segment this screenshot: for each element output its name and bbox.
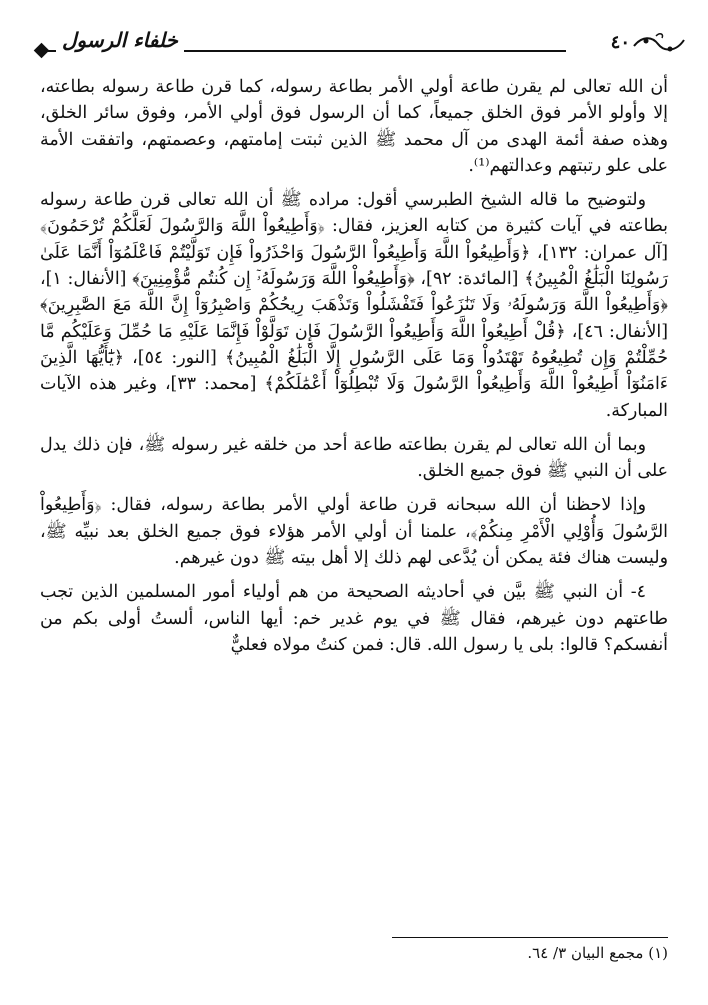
footnote: (١) مجمع البيان ٣/ ٦٤. xyxy=(527,944,668,962)
paragraph-3: وبما أن الله تعالى لم يقرن بطاعته طاعة أحد من خلقه غير رسوله ﷺ، فإن ذلك يدل على أن النبي ﷺ فوق جميع الخلق. xyxy=(40,434,668,482)
paragraph-1: أن الله تعالى لم يقرن طاعة أولي الأمر بطاعة رسوله، كما قرن طاعة رسوله بطاعته، إلا وأولو الأمر فوق الخلق جميعاً، كما أن الرسول فوق أولي الأمر، وفوق سائر الخلق، وهذه صفة أئمة الهدى من آل محمد ﷺ الذين ثبتت إمامتهم، وعصمتهم، واتفقت الأمة على علو رتبتهم وعدالتهم⁽¹⁾. xyxy=(40,77,668,176)
page-header xyxy=(36,30,686,64)
page-body xyxy=(40,74,668,666)
footnote-separator xyxy=(392,937,668,938)
diamond-ornament-icon xyxy=(34,43,50,59)
paragraph-4: وإذا لاحظنا أن الله سبحانه قرن طاعة أولي الأمر بطاعة رسوله، فقال: ﴿وَأَطِيعُواْ الرَّسُولَ وَأُوْلِي الْأَمْرِ مِنكُمْ﴾، علمنا أن أولي الأمر هؤلاء فوق جميع الخلق بعد نبيِّه ﷺ، وليست هناك فئة يمكن أن يُدَّعى لهم ذلك إلا أهل بيته ﷺ دون غيرهم. xyxy=(40,495,668,569)
floral-ornament-icon xyxy=(632,32,686,58)
page-number: ٤٠ xyxy=(610,32,630,53)
running-title: خلفاء الرسول xyxy=(56,28,184,52)
paragraph-2: ولتوضيح ما قاله الشيخ الطبرسي أقول: مراده ﷺ أن الله تعالى قرن طاعة رسوله بطاعته في آيات كثيرة من كتابه العزيز، فقال: ﴿وَأَطِيعُواْ اللَّهَ وَالرَّسُولَ لَعَلَّكُمْ تُرْحَمُونَ﴾ [آل عمران: ١٣٢]، ﴿وَأَطِيعُواْ اللَّهَ وَأَطِيعُواْ الرَّسُولَ وَاحْذَرُواْ فَإِن تَوَلَّيْتُمْ فَاعْلَمُوٓاْ أَنَّمَا عَلَىٰ رَسُولِنَا الْبَلَٰغُ الْمُبِينُ﴾ [المائدة: ٩٢]، ﴿وَأَطِيعُواْ اللَّهَ وَرَسُولَهُۥٓ إِن كُنتُم مُّؤْمِنِينَ﴾ [الأنفال: ١]، ﴿وَأَطِيعُواْ اللَّهَ وَرَسُولَهُۥ وَلَا تَنَٰزَعُواْ فَتَفْشَلُواْ وَتَذْهَبَ رِيحُكُمْ وَاصْبِرُوٓاْ إِنَّ اللَّهَ مَعَ الصَّٰبِرِينَ﴾ [الأنفال: ٤٦]، ﴿قُلْ أَطِيعُواْ اللَّهَ وَأَطِيعُواْ الرَّسُولَ فَإِن تَوَلَّوْاْ فَإِنَّمَا عَلَيْهِ مَا حُمِّلَ وَعَلَيْكُم مَّا حُمِّلْتُمْ وَإِن تُطِيعُوهُ تَهْتَدُواْ وَمَا عَلَى الرَّسُولِ إِلَّا الْبَلَٰغُ الْمُبِينُ﴾ [النور: ٥٤]، ﴿يَٰٓأَيُّهَا الَّذِينَ ءَامَنُوٓاْ أَطِيعُواْ اللَّهَ وَأَطِيعُواْ الرَّسُولَ وَلَا تُبْطِلُوٓاْ أَعْمَٰلَكُمْ﴾ [محمد: ٣٣]، وغير هذه الآيات المباركة. xyxy=(40,190,669,421)
paragraph-5: ٤- أن النبي ﷺ بيَّن في أحاديثه الصحيحة من هم أولياء أمور المسلمين الذين تجب طاعتهم دون غيرهم، فقال ﷺ في يوم غدير خم: أيها الناس، ألستُ أولى بكم من أنفسكم؟ قالوا: بلى يا رسول الله. قال: فمن كنتُ مولاه فعليٌّ xyxy=(40,582,668,655)
